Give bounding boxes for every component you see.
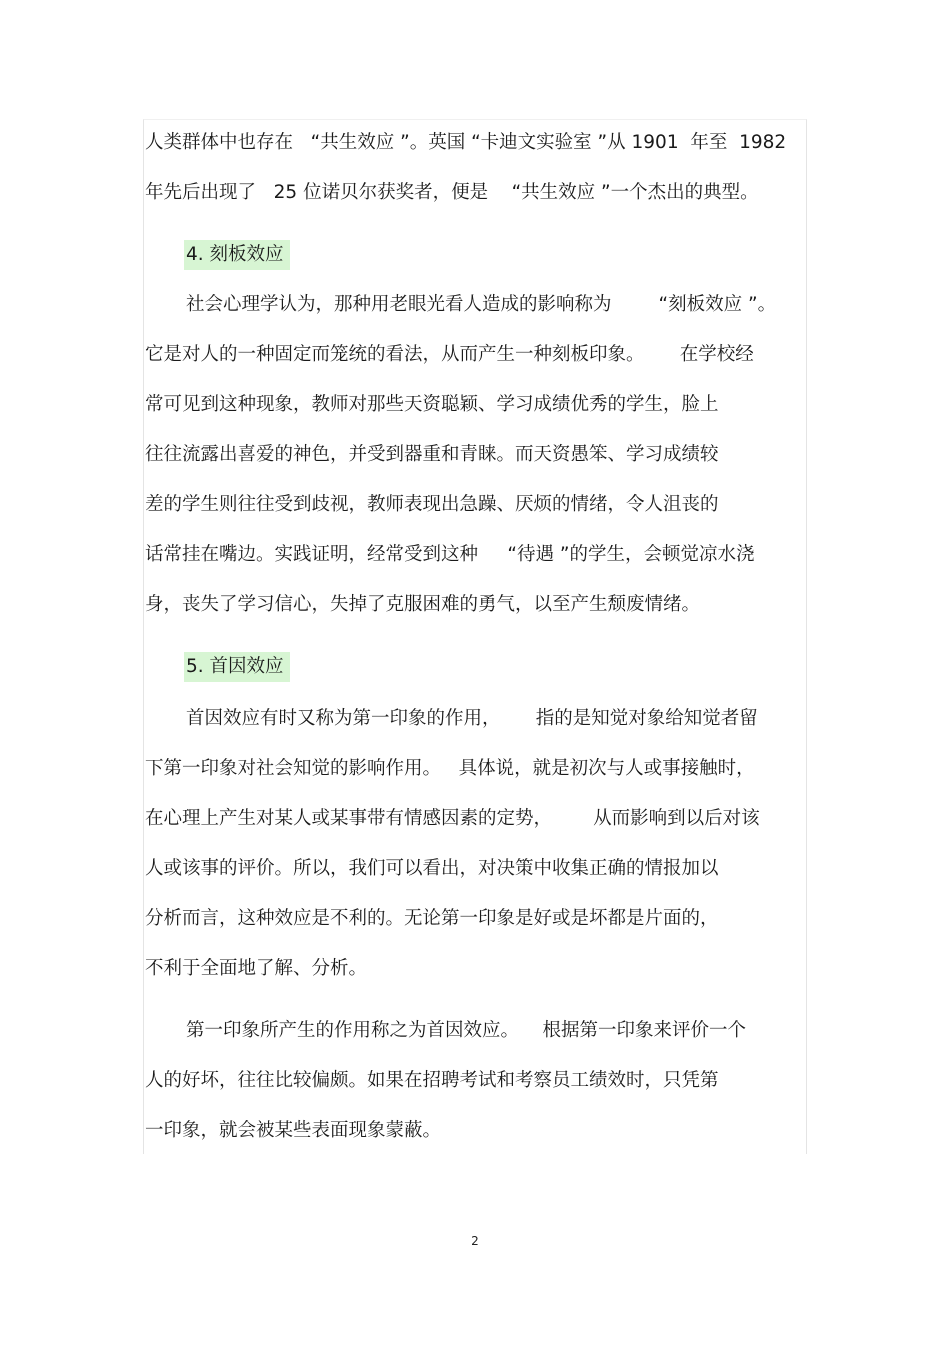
text-line: 一印象，就会被某些表面现象蒙蔽。 bbox=[145, 1120, 442, 1141]
text-line: 人或该事的评价。所以，我们可以看出，对决策中收集正确的情报加以 bbox=[145, 858, 719, 879]
text-line: 下第一印象对社会知觉的影响作用。 具体说，就是初次与人或事接触时， bbox=[145, 758, 755, 779]
text-line: 首因效应有时又称为第一印象的作用， 指的是知觉对象给知觉者留 bbox=[186, 708, 758, 729]
text-line: 第一印象所产生的作用称之为首因效应。 根据第一印象来评价一个 bbox=[186, 1020, 747, 1041]
section-heading-4: 4. 刻板效应 bbox=[184, 240, 290, 270]
text-line: 差的学生则往往受到歧视，教师表现出急躁、厌烦的情绪，令人沮丧的 bbox=[145, 494, 719, 515]
text-line: 分析而言，这种效应是不利的。无论第一印象是好或是坏都是片面的， bbox=[145, 908, 719, 929]
page-frame bbox=[143, 119, 807, 1154]
text-line: 在心理上产生对某人或某事带有情感因素的定势， 从而影响到以后对该 bbox=[145, 808, 760, 829]
text-line: 人的好坏，往往比较偏颇。如果在招聘考试和考察员工绩效时，只凭第 bbox=[145, 1070, 719, 1091]
text-line: 年先后出现了 25 位诺贝尔获奖者，便是 “共生效应 ”一个杰出的典型。 bbox=[145, 182, 759, 203]
text-line: 身，丧失了学习信心，失掉了克服困难的勇气，以至产生颓废情绪。 bbox=[145, 594, 701, 615]
text-line: 往往流露出喜爱的神色，并受到器重和青睐。而天资愚笨、学习成绩较 bbox=[145, 444, 719, 465]
page-number: 2 bbox=[471, 1234, 479, 1248]
section-heading-5: 5. 首因效应 bbox=[184, 652, 290, 682]
text-line: 它是对人的一种固定而笼统的看法，从而产生一种刻板印象。 在学校经 bbox=[145, 344, 754, 365]
text-line: 常可见到这种现象，教师对那些天资聪颖、学习成绩优秀的学生，脸上 bbox=[145, 394, 719, 415]
text-line: 不利于全面地了解、分析。 bbox=[145, 958, 368, 979]
text-line: 社会心理学认为，那种用老眼光看人造成的影响称为 “刻板效应 ”。 bbox=[186, 294, 777, 315]
text-line: 话常挂在嘴边。实践证明，经常受到这种 “待遇 ”的学生，会顿觉凉水浇 bbox=[145, 544, 755, 565]
text-line: 人类群体中也存在 “共生效应 ”。英国 “卡迪文实验室 ”从 1901 年至 1982 bbox=[145, 132, 787, 153]
